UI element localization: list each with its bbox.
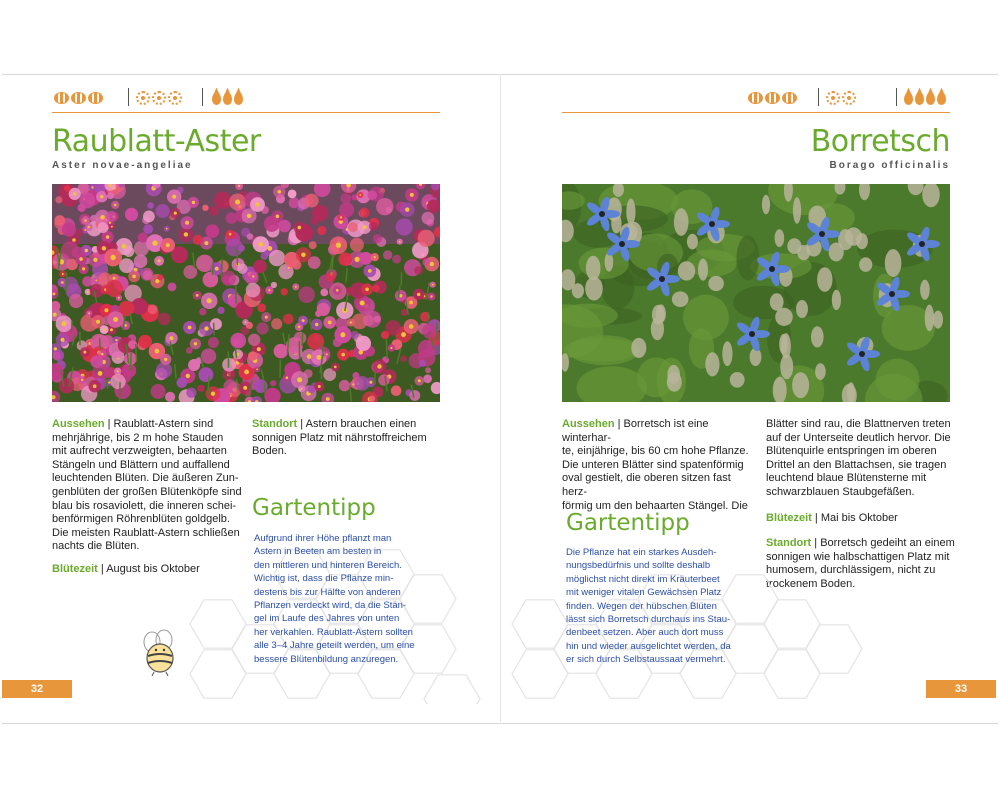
sun-icon bbox=[136, 91, 150, 105]
aussehen-line: Die unteren Blätter sind spatenförmig bbox=[562, 458, 744, 471]
tip-line: alle 3–4 Jahre geteilt werden, um eine bbox=[254, 640, 415, 652]
standort-line: sonnigen Platz mit nährstoffreichem bbox=[252, 431, 427, 444]
page-left bbox=[2, 74, 500, 722]
water-drop-icon bbox=[937, 92, 946, 105]
page-number: 33 bbox=[926, 680, 996, 698]
tip-line: den mittleren und hinteren Bereich. bbox=[254, 559, 402, 571]
water-drop-icon bbox=[223, 92, 232, 105]
bluetezeit-label: Blütezeit bbox=[766, 511, 812, 524]
water-rating bbox=[904, 89, 946, 107]
sun-rating bbox=[136, 89, 182, 107]
sun-icon bbox=[168, 91, 182, 105]
plant-title: Borretsch bbox=[810, 124, 950, 159]
aussehen-line: oval gestielt, die oberen sitzen fast herz- bbox=[562, 472, 731, 498]
divider bbox=[202, 88, 203, 106]
tip-line: denbeet setzen. Aber auch dort muss bbox=[566, 627, 724, 639]
bluetezeit-label: Blütezeit bbox=[52, 562, 98, 575]
rating-header bbox=[52, 86, 440, 113]
tip-line: finden. Wegen der hübschen Blüten bbox=[566, 600, 717, 612]
standort-line: sonnigen wie halbschattigen Platz mit bbox=[766, 550, 950, 563]
divider bbox=[818, 88, 819, 106]
aussehen-line: Die meisten Raublatt-Astern schließen bbox=[52, 526, 240, 539]
sun-icon bbox=[826, 91, 840, 105]
sun-rating bbox=[826, 89, 856, 107]
aussehen-line: förmig um den behaarten Stängel. Die bbox=[562, 499, 748, 512]
gartentipp-title: Gartentipp bbox=[566, 510, 690, 536]
aussehen-line: auf der Unterseite deutlich hervor. Die bbox=[766, 431, 951, 444]
divider bbox=[896, 88, 897, 106]
tip-line: bessere Blütenbildung anzuregen. bbox=[254, 653, 399, 665]
tip-line: Pflanzen verdeckt wird, da die Stän- bbox=[254, 600, 407, 612]
tip-line: Astern in Beeten am besten in bbox=[254, 546, 382, 558]
tip-line: er sich durch Selbstaussaat vermehrt. bbox=[566, 654, 726, 666]
sun-icon bbox=[152, 91, 166, 105]
standort-line: | Astern brauchen einen bbox=[300, 418, 417, 430]
aussehen-line: mit aufrecht verzweigten, behaarten bbox=[52, 445, 227, 458]
tip-line: nungsbedürfnis und sollte deshalb bbox=[566, 560, 711, 572]
tip-line: möglichst nicht direkt im Kräuterbeet bbox=[566, 573, 720, 585]
aussehen-line: | Borretsch ist eine winterhar- bbox=[562, 418, 709, 444]
gartentipp-text bbox=[566, 546, 761, 667]
plant-title: Raublatt-Aster bbox=[52, 124, 261, 159]
page-right bbox=[500, 74, 998, 722]
tip-line: Die Pflanze hat ein starkes Ausdeh- bbox=[566, 547, 717, 558]
aussehen-section bbox=[562, 418, 757, 513]
standort-label: Standort bbox=[766, 537, 812, 550]
aussehen-line: Blütenquirle entspringen im oberen bbox=[766, 445, 937, 458]
gartentipp-title: Gartentipp bbox=[252, 495, 376, 521]
tip-line: lässt sich Borretsch durchaus ins Stau- bbox=[566, 614, 731, 626]
bee-illustration-icon bbox=[134, 626, 186, 678]
standort-label: Standort bbox=[252, 418, 298, 430]
borage-photo bbox=[562, 184, 950, 402]
water-drop-icon bbox=[904, 92, 913, 105]
latin-name: Borago officinalis bbox=[829, 160, 950, 171]
aussehen-line: genblüten der großen Blütenköpfe sind bbox=[52, 485, 242, 498]
standort-line: humosem, durchlässigem, nicht zu bbox=[766, 564, 936, 577]
standort-section bbox=[252, 418, 442, 459]
aussehen-line: Stängeln und Blättern und auffallend bbox=[52, 458, 230, 471]
water-drop-icon bbox=[926, 92, 935, 105]
bee-icon bbox=[748, 92, 763, 104]
aussehen-line: benförmigen Röhrenblüten goldgelb. bbox=[52, 513, 230, 526]
aster-photo bbox=[52, 184, 440, 402]
aussehen-line: te, einjährige, bis 60 cm hohe Pflanze. bbox=[562, 445, 749, 458]
bee-rating bbox=[748, 89, 797, 107]
tip-line: Aufgrund ihrer Höhe pflanzt man bbox=[254, 533, 392, 544]
water-drop-icon bbox=[915, 92, 924, 105]
sun-icon bbox=[842, 91, 856, 105]
water-drop-icon bbox=[212, 92, 221, 105]
aussehen-line: Blätter sind rau, die Blattnerven treten bbox=[766, 418, 951, 430]
bee-icon bbox=[765, 92, 780, 104]
aussehen-line: schwarzblauen Staubgefäßen. bbox=[766, 485, 915, 498]
tip-line: hin und wieder ausgelichtet werden, da bbox=[566, 640, 731, 652]
aussehen-line: leuchtend blaue Blütensterne mit bbox=[766, 472, 927, 485]
tip-line: destens bis zur Hälfte von anderen bbox=[254, 586, 401, 598]
aussehen-line: | Raublatt-Astern sind bbox=[107, 418, 214, 430]
tip-line: Wichtig ist, dass die Pflanze min- bbox=[254, 573, 394, 585]
water-drop-icon bbox=[234, 92, 243, 105]
aussehen-line: Drittel an den Blattachsen, sie tragen bbox=[766, 458, 947, 471]
rating-header bbox=[562, 86, 950, 113]
aussehen-label: Aussehen bbox=[562, 418, 615, 430]
bluetezeit-value: | August bis Oktober bbox=[100, 562, 200, 575]
bee-icon bbox=[88, 92, 103, 104]
aussehen-line: leuchtenden Blüten. Die äußeren Zun- bbox=[52, 472, 239, 485]
tip-line: gel im Laufe des Jahres von unten bbox=[254, 613, 400, 625]
tip-line: her verkahlen. Raublatt-Astern sollten bbox=[254, 626, 413, 638]
tip-line: mit weniger vitalen Gewächsen Platz bbox=[566, 587, 722, 599]
bee-rating bbox=[54, 89, 103, 107]
aussehen-continued bbox=[766, 418, 956, 500]
standort-line: Boden. bbox=[252, 445, 287, 458]
page-number: 32 bbox=[2, 680, 72, 698]
divider bbox=[128, 88, 129, 106]
bee-icon bbox=[782, 92, 797, 104]
gartentipp-text bbox=[254, 532, 444, 666]
bee-icon bbox=[71, 92, 86, 104]
standort-line: | Borretsch gedeiht an einem bbox=[814, 537, 955, 550]
water-rating bbox=[212, 89, 243, 107]
bee-icon bbox=[54, 92, 69, 104]
latin-name: Aster novae-angeliae bbox=[52, 160, 193, 171]
standort-line: trockenem Boden. bbox=[766, 577, 856, 590]
aussehen-line: nachts die Blüten. bbox=[52, 540, 140, 553]
aussehen-label: Aussehen bbox=[52, 418, 105, 430]
bluetezeit-value: | Mai bis Oktober bbox=[814, 511, 898, 524]
aussehen-line: mehrjährige, bis 2 m hohe Stauden bbox=[52, 431, 224, 444]
aussehen-line: blau bis rosaviolett, die inneren schei- bbox=[52, 499, 237, 512]
